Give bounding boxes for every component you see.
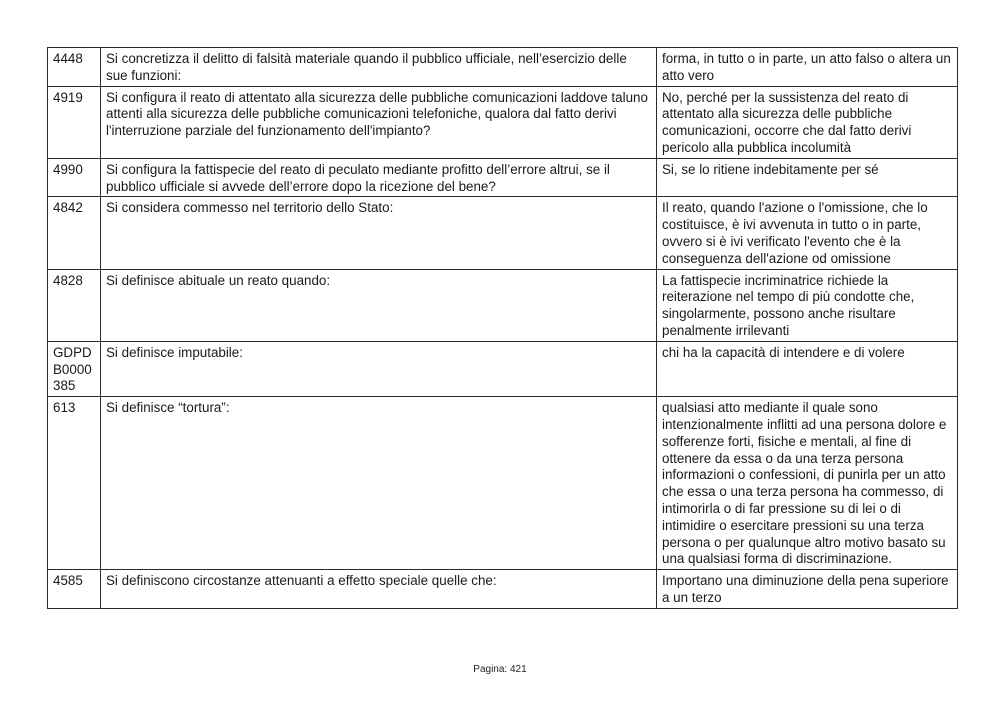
answer-text: No, perché per la sussistenza del reato di attentato alla sicurezza delle pubbliche comunicazioni, occorre che dal fatto derivi pericolo alla pubblica incolumità [657,86,958,158]
table-row [48,86,958,158]
table-row [48,397,958,570]
table-row [48,341,958,396]
page-number: Pagina: 421 [473,664,527,675]
table-row [48,197,958,269]
question-id: 4919 [48,86,101,158]
answer-text: Il reato, quando l'azione o l'omissione, che lo costituisce, è ivi avvenuta in tutto o in parte, ovvero si è ivi verificato l'evento che è la conseguenza dell'azione od omissione [657,197,958,269]
question-id: GDPD B0000 385 [48,341,101,396]
question-text: Si definisce abituale un reato quando: [101,269,657,341]
question-id: 4585 [48,570,101,609]
table-row [48,269,958,341]
answer-text: La fattispecie incriminatrice richiede la reiterazione nel tempo di più condotte che, singolarmente, possono anche risultare penalmente irrilevanti [657,269,958,341]
question-text: Si configura la fattispecie del reato di peculato mediante profitto dell’errore altrui, se il pubblico ufficiale si avvede dell’errore dopo la ricezione del bene? [101,158,657,197]
question-text: Si configura il reato di attentato alla sicurezza delle pubbliche comunicazioni laddove taluno attenti alla sicurezza delle pubbliche comunicazioni telefoniche, qualora dal fatto derivi l'interruzione parziale del funzionamento dell'impianto? [101,86,657,158]
table-row [48,48,958,87]
question-text: Si definisce imputabile: [101,341,657,396]
question-id: 613 [48,397,101,570]
table-row [48,158,958,197]
answer-text: Importano una diminuzione della pena superiore a un terzo [657,570,958,609]
question-id: 4990 [48,158,101,197]
question-text: Si definiscono circostanze attenuanti a effetto speciale quelle che: [101,570,657,609]
question-id: 4842 [48,197,101,269]
answer-text: chi ha la capacità di intendere e di volere [657,341,958,396]
answer-text: forma, in tutto o in parte, un atto falso o altera un atto vero [657,48,958,87]
question-id: 4448 [48,48,101,87]
questions-table [47,47,958,609]
answer-text: qualsiasi atto mediante il quale sono intenzionalmente inflitti ad una persona dolore e sofferenze forti, fisiche e mentali, al fine di ottenere da essa o da una terza persona informazioni o confessioni, di punirla per un atto che essa o una terza persona ha commesso, di intimorirla o di far pressione su di lei o di intimidire o esercitare pressioni su una terza persona o per qualunque altro motivo basato su una qualsiasi forma di discriminazione. [657,397,958,570]
question-text: Si considera commesso nel territorio dello Stato: [101,197,657,269]
question-text: Si concretizza il delitto di falsità materiale quando il pubblico ufficiale, nell’esercizio delle sue funzioni: [101,48,657,87]
question-text: Si definisce “tortura”: [101,397,657,570]
answer-text: Si, se lo ritiene indebitamente per sé [657,158,958,197]
table-row [48,570,958,609]
question-id: 4828 [48,269,101,341]
